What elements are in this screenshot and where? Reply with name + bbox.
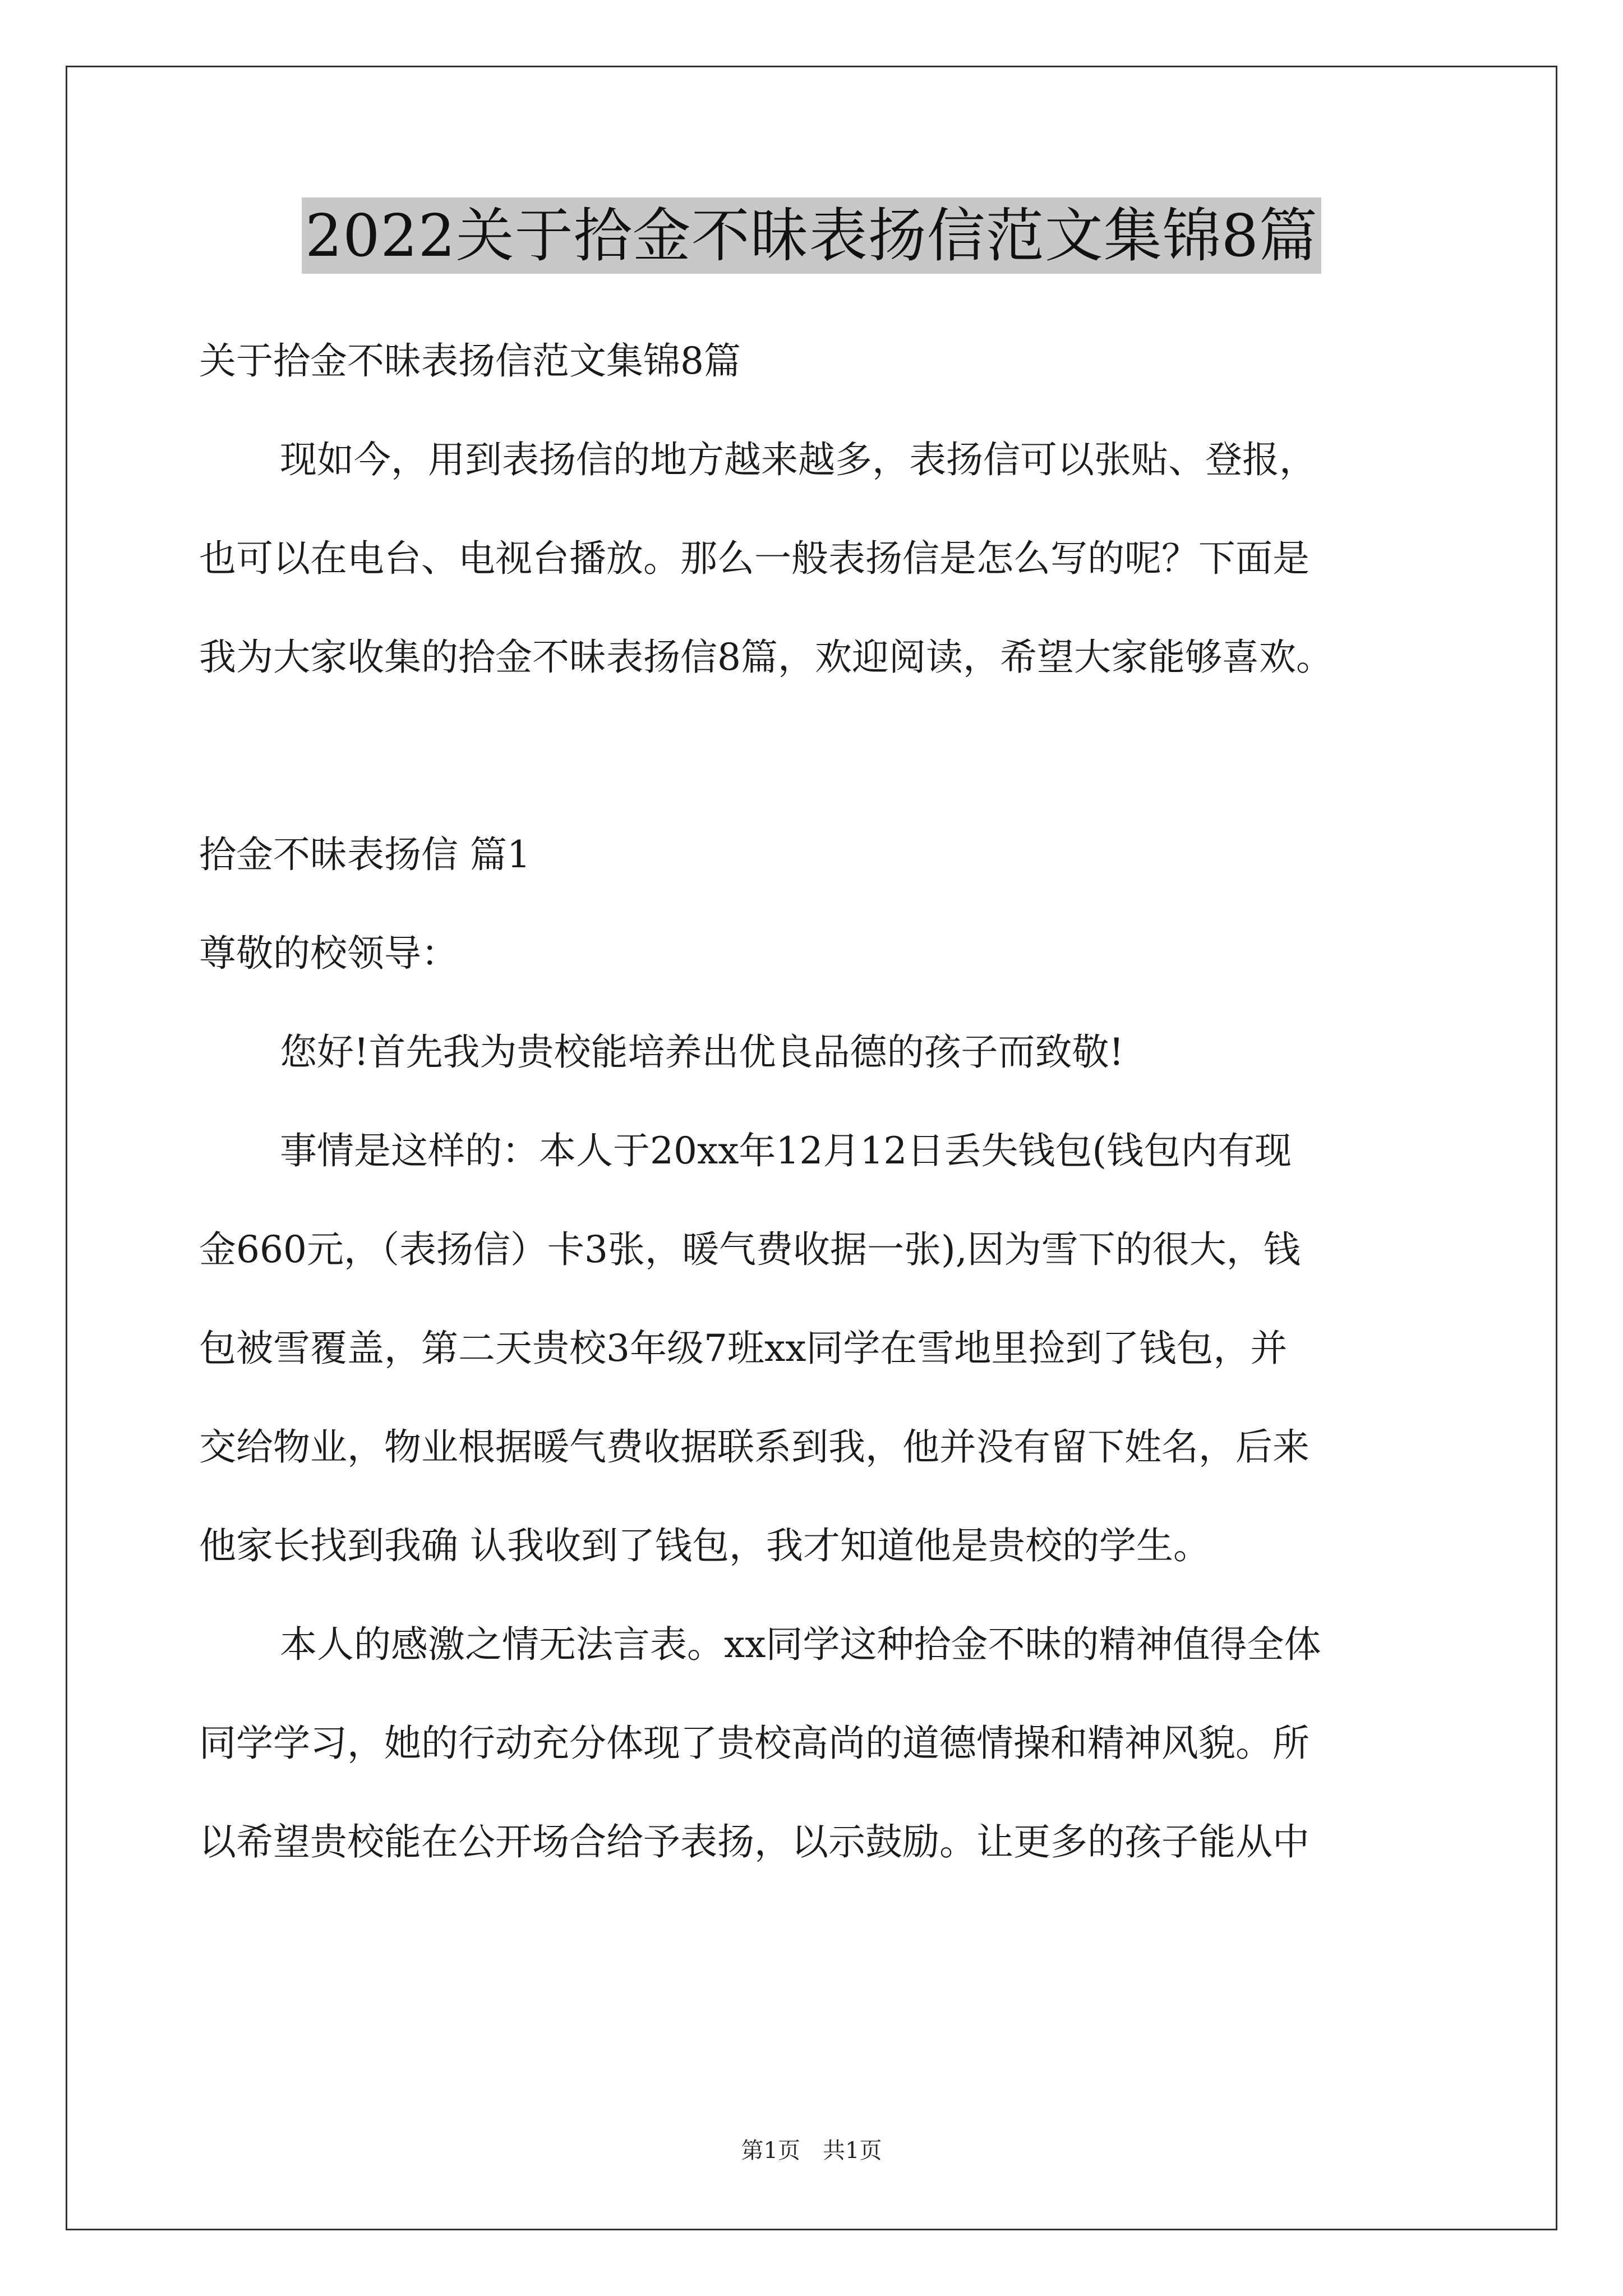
body-line: 本人的感激之情无法言表。xx同学这种拾金不昧的精神值得全体: [280, 1623, 1321, 1666]
body-line: 交给物业，物业根据暖气费收据联系到我，他并没有留下姓名，后来: [199, 1425, 1310, 1469]
body-line: 金660元，（表扬信）卡3张，暖气费收据一张),因为雪下的很大，钱: [199, 1228, 1301, 1271]
page-total: 共1页: [823, 2138, 882, 2164]
body-line: 同学学习，她的行动充分体现了贵校高尚的道德情操和精神风貌。所: [199, 1722, 1310, 1765]
body-line: 他家长找到我确 认我收到了钱包，我才知道他是贵校的学生。: [199, 1524, 1210, 1567]
body-line: 以希望贵校能在公开场合给予表扬，以示鼓励。让更多的孩子能从中: [199, 1820, 1310, 1864]
salutation: 尊敬的校领导：: [199, 932, 458, 975]
body-line: 您好!首先我为贵校能培养出优良品德的孩子而致敬!: [280, 1030, 1124, 1074]
body-line: 关于拾金不昧表扬信范文集锦8篇: [199, 339, 741, 383]
page-number: 第1页: [741, 2138, 800, 2164]
section-heading: 拾金不昧表扬信 篇1: [199, 833, 531, 876]
body-line: 事情是这样的：本人于20xx年12月12日丢失钱包(钱包内有现: [280, 1129, 1292, 1172]
body-line: 也可以在电台、电视台播放。那么一般表扬信是怎么写的呢？下面是: [199, 537, 1310, 580]
title-wrap: [0, 197, 1623, 274]
document-title: 2022关于拾金不昧表扬信范文集锦8篇: [302, 197, 1321, 274]
document-body: [199, 312, 1433, 1892]
body-line: 我为大家收集的拾金不昧表扬信8篇，欢迎阅读，希望大家能够喜欢。: [199, 636, 1333, 679]
body-line: 包被雪覆盖，第二天贵校3年级7班xx同学在雪地里捡到了钱包，并: [199, 1327, 1288, 1370]
body-line: 现如今，用到表扬信的地方越来越多，表扬信可以张贴、登报，: [280, 438, 1316, 481]
page-footer: [0, 2133, 1623, 2165]
